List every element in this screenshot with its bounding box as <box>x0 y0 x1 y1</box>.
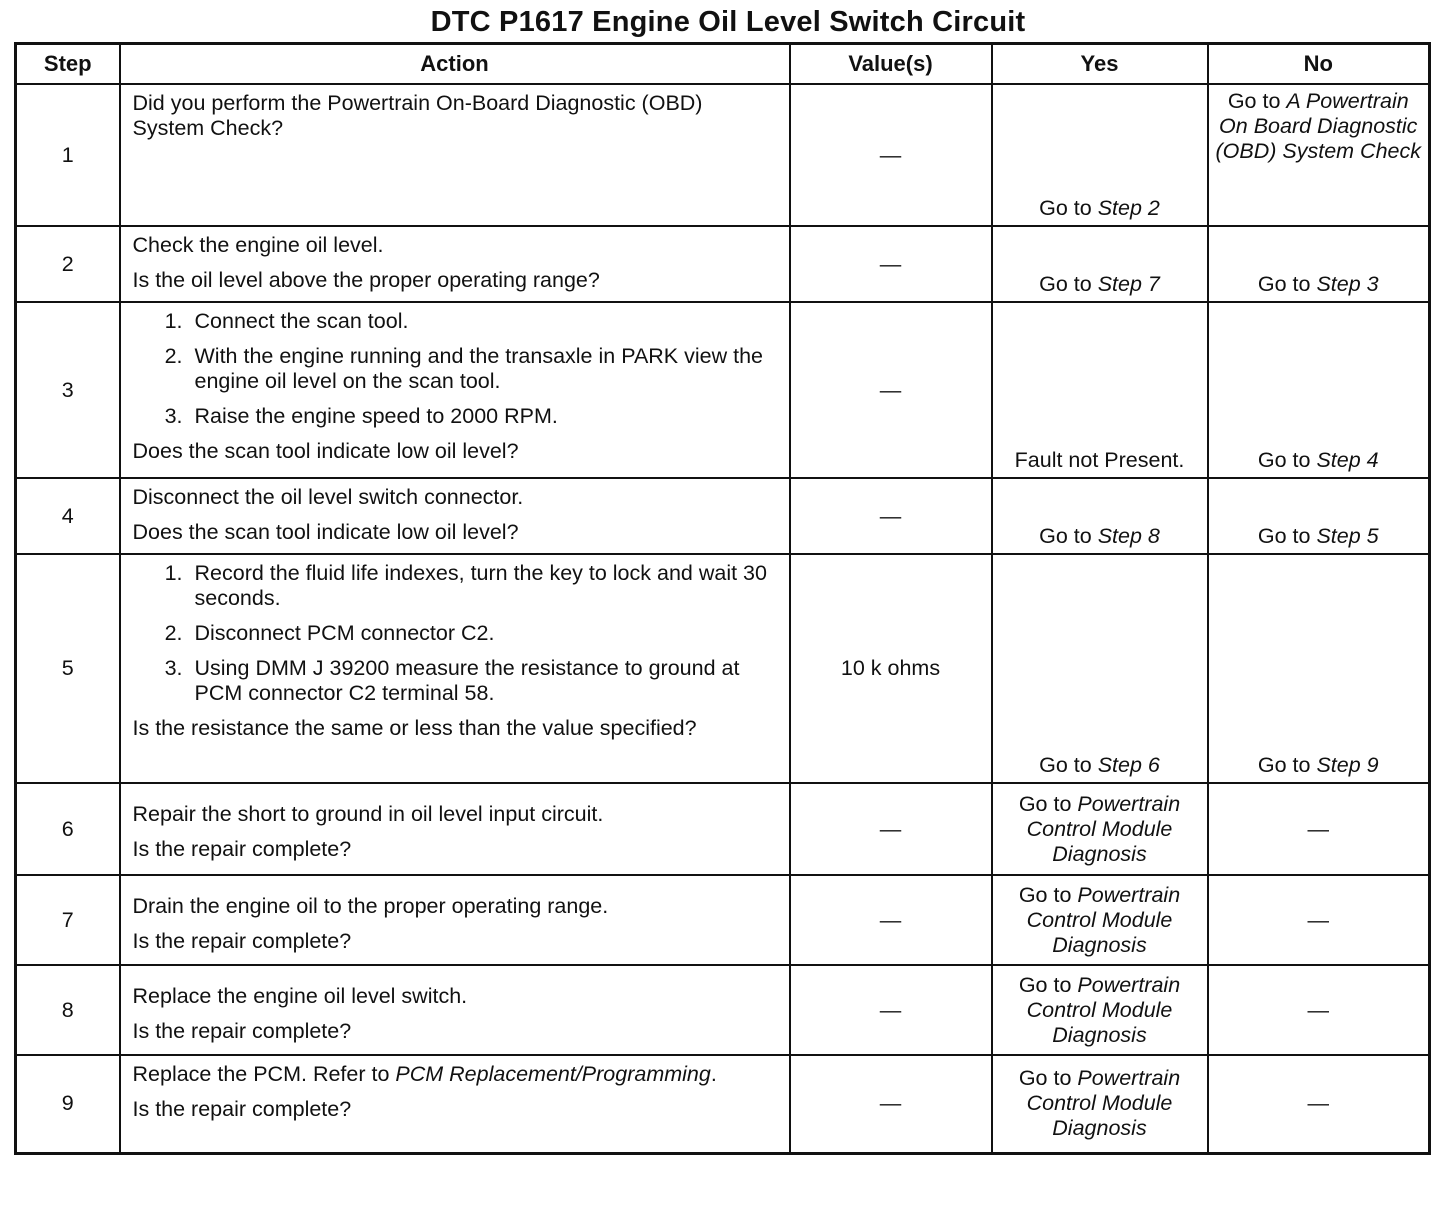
table-row <box>16 302 1430 478</box>
yes-prefix: Go to <box>1039 196 1098 220</box>
action-question: Is the repair complete? <box>132 929 352 953</box>
action-text: Disconnect the oil level switch connector. <box>132 485 524 509</box>
value-cell: — <box>790 302 992 478</box>
action-text: Check the engine oil level. <box>132 233 384 257</box>
yes-step-link[interactable]: Step 6 <box>1097 753 1160 777</box>
yes-prefix: Go to <box>1018 972 1078 997</box>
action-substep: 2. With the engine running and the transaxle in PARK view the engine oil level on the scan tool. <box>189 344 779 394</box>
yes-prefix: Go to <box>1039 524 1098 548</box>
yes-cell <box>992 875 1208 965</box>
yes-prefix: Go to <box>1039 272 1098 296</box>
yes-step-link[interactable]: Step 7 <box>1097 272 1160 296</box>
action-substep: 3. Using DMM J 39200 measure the resistance to ground at PCM connector C2 terminal 58. <box>189 656 779 706</box>
yes-prefix: Go to <box>1039 753 1098 777</box>
yes-cell <box>992 84 1208 226</box>
document-title: DTC P1617 Engine Oil Level Switch Circuit <box>430 6 1026 38</box>
yes-pcm-diagnosis-link[interactable]: Powertrain Control Module Diagnosis <box>1026 1066 1181 1141</box>
yes-step-link[interactable]: Step 8 <box>1097 524 1160 548</box>
table-row <box>16 875 1430 965</box>
table-row <box>16 478 1430 554</box>
action-text: Drain the engine oil to the proper operating range. <box>132 894 609 918</box>
yes-prefix: Go to <box>1018 791 1078 816</box>
action-steps-list <box>133 309 779 429</box>
yes-prefix: Go to <box>1018 882 1078 907</box>
action-substep: 1. Record the fluid life indexes, turn the key to lock and wait 30 seconds. <box>189 561 779 611</box>
table-row <box>16 965 1430 1055</box>
step-number: 3 <box>16 302 120 478</box>
yes-cell <box>992 1055 1208 1153</box>
action-cell <box>120 1055 790 1153</box>
no-cell: — <box>1208 875 1430 965</box>
yes-cell <box>992 478 1208 554</box>
no-prefix: Go to <box>1257 524 1317 548</box>
header-no: No <box>1208 44 1430 85</box>
table-row <box>16 226 1430 302</box>
action-question: Is the resistance the same or less than the value specified? <box>132 716 697 740</box>
action-cell <box>120 478 790 554</box>
yes-cell: Fault not Present. <box>992 302 1208 478</box>
action-question: Is the repair complete? <box>132 837 352 861</box>
action-prefix: Replace the PCM. Refer to <box>132 1062 396 1086</box>
no-prefix: Go to <box>1257 753 1317 777</box>
no-cell: — <box>1208 783 1430 875</box>
yes-cell <box>992 965 1208 1055</box>
no-cell <box>1208 478 1430 554</box>
table-row <box>16 1055 1430 1153</box>
action-text: Repair the short to ground in oil level input circuit. <box>132 802 604 826</box>
no-cell: — <box>1208 1055 1430 1153</box>
action-cell <box>120 226 790 302</box>
no-step-link[interactable]: Step 3 <box>1316 272 1379 296</box>
step-number: 4 <box>16 478 120 554</box>
value-cell: — <box>790 875 992 965</box>
table-header-row <box>16 44 1430 85</box>
action-substep: 3. Raise the engine speed to 2000 RPM. <box>189 404 779 429</box>
step-number: 9 <box>16 1055 120 1153</box>
action-question: Is the repair complete? <box>132 1097 352 1121</box>
no-cell <box>1208 226 1430 302</box>
no-obd-check-link[interactable]: A Powertrain On Board Diagnostic (OBD) System Check <box>1215 89 1421 163</box>
step-number: 8 <box>16 965 120 1055</box>
step-number: 6 <box>16 783 120 875</box>
action-cell <box>120 84 790 226</box>
action-question: Does the scan tool indicate low oil level? <box>132 439 519 463</box>
yes-pcm-diagnosis-link[interactable]: Powertrain Control Module Diagnosis <box>1026 791 1181 866</box>
value-cell: — <box>790 1055 992 1153</box>
no-prefix: Go to <box>1257 272 1317 296</box>
action-question: Does the scan tool indicate low oil level? <box>132 520 519 544</box>
header-yes: Yes <box>992 44 1208 85</box>
yes-pcm-diagnosis-link[interactable]: Powertrain Control Module Diagnosis <box>1026 972 1181 1047</box>
value-cell: — <box>790 783 992 875</box>
diagnostic-table <box>14 42 1431 1155</box>
value-cell: — <box>790 965 992 1055</box>
action-question: Is the repair complete? <box>132 1019 352 1043</box>
no-step-link[interactable]: Step 4 <box>1316 448 1379 472</box>
value-cell: — <box>790 84 992 226</box>
no-cell <box>1208 554 1430 783</box>
action-text: Did you perform the Powertrain On-Board Diagnostic (OBD) System Check? <box>132 91 703 140</box>
table-row <box>16 783 1430 875</box>
no-step-link[interactable]: Step 5 <box>1316 524 1379 548</box>
header-values: Value(s) <box>790 44 992 85</box>
action-suffix: . <box>710 1062 717 1086</box>
no-cell: — <box>1208 965 1430 1055</box>
no-step-link[interactable]: Step 9 <box>1316 753 1379 777</box>
step-number: 1 <box>16 84 120 226</box>
yes-cell <box>992 554 1208 783</box>
header-step: Step <box>16 44 120 85</box>
action-cell <box>120 965 790 1055</box>
yes-prefix: Go to <box>1018 1066 1078 1091</box>
no-cell <box>1208 302 1430 478</box>
step-number: 2 <box>16 226 120 302</box>
yes-pcm-diagnosis-link[interactable]: Powertrain Control Module Diagnosis <box>1026 882 1181 957</box>
no-cell <box>1208 84 1430 226</box>
action-cell <box>120 875 790 965</box>
no-prefix: Go to <box>1227 89 1287 113</box>
value-cell: 10 k ohms <box>790 554 992 783</box>
yes-cell <box>992 783 1208 875</box>
value-cell: — <box>790 478 992 554</box>
pcm-replacement-link[interactable]: PCM Replacement/Programming <box>395 1062 711 1086</box>
action-text <box>133 1062 779 1087</box>
yes-cell <box>992 226 1208 302</box>
value-cell: — <box>790 226 992 302</box>
action-cell <box>120 783 790 875</box>
action-text: Replace the engine oil level switch. <box>132 984 468 1008</box>
action-cell <box>120 302 790 478</box>
action-cell <box>120 554 790 783</box>
table-row <box>16 84 1430 226</box>
action-question: Is the oil level above the proper operating range? <box>132 268 600 292</box>
step-number: 5 <box>16 554 120 783</box>
step-number: 7 <box>16 875 120 965</box>
table-row <box>16 554 1430 783</box>
header-action: Action <box>120 44 790 85</box>
action-substep: 1. Connect the scan tool. <box>189 309 779 334</box>
action-substep: 2. Disconnect PCM connector C2. <box>189 621 779 646</box>
action-steps-list <box>133 561 779 706</box>
yes-step-link[interactable]: Step 2 <box>1097 196 1160 220</box>
no-prefix: Go to <box>1257 448 1317 472</box>
